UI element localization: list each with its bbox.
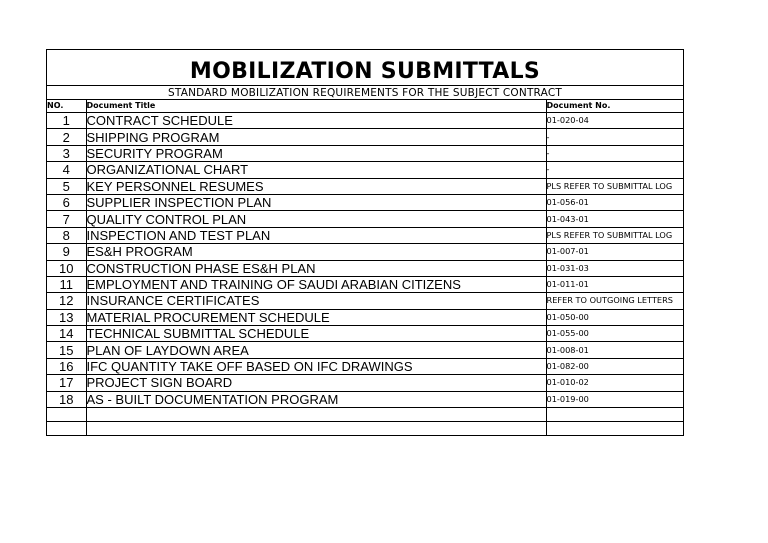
- row-document-title: CONTRACT SCHEDULE: [86, 113, 546, 129]
- row-document-title: MATERIAL PROCUREMENT SCHEDULE: [86, 309, 546, 325]
- row-document-title: INSPECTION AND TEST PLAN: [86, 227, 546, 243]
- row-document-no: 01-055-00: [546, 326, 683, 342]
- table-row: [47, 293, 683, 309]
- table-row: [47, 326, 683, 342]
- row-number: 3: [47, 145, 86, 161]
- row-document-no: -: [546, 129, 683, 145]
- table-row: [47, 113, 683, 129]
- empty-row: [47, 422, 683, 436]
- row-document-no: 01-010-02: [546, 375, 683, 391]
- row-document-title: EMPLOYMENT AND TRAINING OF SAUDI ARABIAN CITIZENS: [86, 276, 546, 292]
- row-number: 7: [47, 211, 86, 227]
- table-row: [47, 309, 683, 325]
- row-number: 17: [47, 375, 86, 391]
- empty-cell: [546, 422, 683, 436]
- empty-row: [47, 408, 683, 422]
- table-row: [47, 276, 683, 292]
- row-document-no: 01-011-01: [546, 276, 683, 292]
- table-row: [47, 342, 683, 358]
- row-document-title: SHIPPING PROGRAM: [86, 129, 546, 145]
- table-row: [47, 129, 683, 145]
- empty-cell: [546, 408, 683, 422]
- table-row: [47, 145, 683, 161]
- table-row: [47, 260, 683, 276]
- row-document-no: 01-056-01: [546, 194, 683, 210]
- row-document-no: -: [546, 145, 683, 161]
- row-number: 15: [47, 342, 86, 358]
- table-row: [47, 227, 683, 243]
- table-row: [47, 391, 683, 407]
- empty-cell: [47, 408, 86, 422]
- row-document-title: KEY PERSONNEL RESUMES: [86, 178, 546, 194]
- row-number: 8: [47, 227, 86, 243]
- row-document-no: 01-019-00: [546, 391, 683, 407]
- row-document-no: 01-050-00: [546, 309, 683, 325]
- table-header-row: [47, 100, 683, 113]
- row-number: 6: [47, 194, 86, 210]
- row-document-title: IFC QUANTITY TAKE OFF BASED ON IFC DRAWINGS: [86, 358, 546, 374]
- row-document-title: SECURITY PROGRAM: [86, 145, 546, 161]
- row-document-title: AS - BUILT DOCUMENTATION PROGRAM: [86, 391, 546, 407]
- row-number: 2: [47, 129, 86, 145]
- table-row: [47, 211, 683, 227]
- row-document-title: ORGANIZATIONAL CHART: [86, 162, 546, 178]
- row-document-title: INSURANCE CERTIFICATES: [86, 293, 546, 309]
- table-row: [47, 244, 683, 260]
- row-document-title: TECHNICAL SUBMITTAL SCHEDULE: [86, 326, 546, 342]
- row-document-no: 01-007-01: [546, 244, 683, 260]
- row-number: 12: [47, 293, 86, 309]
- row-number: 13: [47, 309, 86, 325]
- row-document-no: PLS REFER TO SUBMITTAL LOG: [546, 178, 683, 194]
- submittals-sheet: [46, 49, 684, 436]
- row-document-title: ES&H PROGRAM: [86, 244, 546, 260]
- row-number: 9: [47, 244, 86, 260]
- table-row: [47, 375, 683, 391]
- row-number: 10: [47, 260, 86, 276]
- empty-cell: [86, 422, 546, 436]
- row-document-title: PLAN OF LAYDOWN AREA: [86, 342, 546, 358]
- row-document-no: -: [546, 162, 683, 178]
- row-document-no: 01-082-00: [546, 358, 683, 374]
- row-document-no: REFER TO OUTGOING LETTERS: [546, 293, 683, 309]
- submittals-table: [47, 100, 683, 436]
- table-row: [47, 358, 683, 374]
- row-number: 4: [47, 162, 86, 178]
- row-number: 1: [47, 113, 86, 129]
- empty-cell: [86, 408, 546, 422]
- row-document-title: CONSTRUCTION PHASE ES&H PLAN: [86, 260, 546, 276]
- table-row: [47, 194, 683, 210]
- row-document-no: 01-043-01: [546, 211, 683, 227]
- table-row: [47, 162, 683, 178]
- row-document-no: 01-020-04: [546, 113, 683, 129]
- header-document-no: Document No.: [546, 100, 683, 113]
- header-document-title: Document Title: [86, 100, 546, 113]
- row-number: 18: [47, 391, 86, 407]
- empty-cell: [47, 422, 86, 436]
- row-number: 11: [47, 276, 86, 292]
- row-document-no: 01-031-03: [546, 260, 683, 276]
- header-no: NO.: [47, 100, 86, 113]
- table-row: [47, 178, 683, 194]
- row-document-no: PLS REFER TO SUBMITTAL LOG: [546, 227, 683, 243]
- page-title: MOBILIZATION SUBMITTALS: [47, 50, 683, 86]
- page-subtitle: STANDARD MOBILIZATION REQUIREMENTS FOR THE SUBJECT CONTRACT: [47, 86, 683, 100]
- row-document-title: PROJECT SIGN BOARD: [86, 375, 546, 391]
- row-document-title: SUPPLIER INSPECTION PLAN: [86, 194, 546, 210]
- row-document-no: 01-008-01: [546, 342, 683, 358]
- row-number: 16: [47, 358, 86, 374]
- row-document-title: QUALITY CONTROL PLAN: [86, 211, 546, 227]
- row-number: 14: [47, 326, 86, 342]
- row-number: 5: [47, 178, 86, 194]
